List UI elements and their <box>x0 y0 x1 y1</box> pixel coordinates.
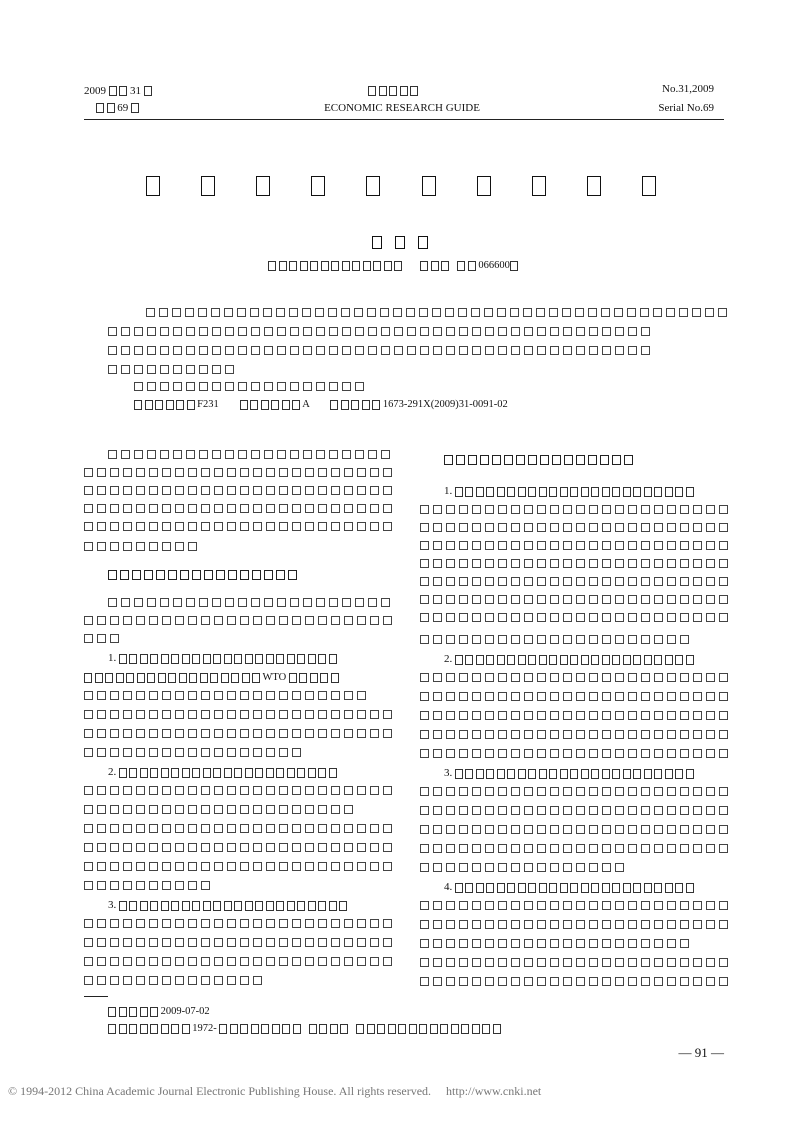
body-line <box>420 594 728 604</box>
keywords-line <box>134 381 364 391</box>
body-line <box>84 541 197 551</box>
body-line <box>420 957 728 967</box>
cjk-glyphs <box>109 86 128 96</box>
body-line <box>420 900 728 910</box>
author-birth-year: 1972- <box>192 1023 217 1034</box>
body-line <box>84 485 392 495</box>
subsection-b3: 3. <box>444 767 694 780</box>
header-left-line2 <box>96 101 139 115</box>
received-date: 2009-07-02 <box>160 1006 210 1017</box>
body-line <box>420 824 728 834</box>
body-line <box>420 558 728 568</box>
body-line <box>420 805 728 815</box>
body-line <box>420 938 689 948</box>
section-heading-2 <box>444 455 633 465</box>
header-serial-no: 69 <box>117 102 129 114</box>
article-id: 1673-291X(2009)31-0091-02 <box>382 399 508 410</box>
body-line <box>84 633 119 643</box>
body-line <box>84 615 392 625</box>
body-line <box>84 842 392 852</box>
body-line <box>420 976 728 986</box>
footnote-received <box>108 1005 210 1018</box>
body-line <box>84 823 392 833</box>
abstract-line <box>108 345 650 355</box>
header-year: 2009 <box>84 85 106 97</box>
header-issue-no: 31 <box>130 85 141 97</box>
body-line <box>108 597 390 607</box>
body-line <box>84 747 301 757</box>
header-serial-en: Serial No.69 <box>658 102 714 114</box>
subsection-a2: 2. <box>108 766 337 779</box>
postcode: 066600 <box>478 260 510 271</box>
body-line <box>420 710 728 720</box>
subsection-b1: 1. <box>444 485 694 498</box>
body-line <box>84 503 392 513</box>
body-line <box>420 919 728 929</box>
abstract-line <box>146 307 727 317</box>
header-journal-name-cn <box>368 84 418 98</box>
copyright-notice <box>8 1084 541 1099</box>
author-affiliation <box>268 259 518 272</box>
body-line <box>84 728 392 738</box>
body-line <box>84 937 392 947</box>
subsection-b4: 4. <box>444 881 694 894</box>
header-left-line1 <box>84 84 152 98</box>
author-name <box>372 236 428 249</box>
body-line <box>84 467 392 477</box>
body-line-wto <box>84 671 339 684</box>
body-line <box>84 956 392 966</box>
body-line <box>420 691 728 701</box>
page-number: — 91 — <box>678 1045 724 1060</box>
doc-code: A <box>302 399 310 410</box>
abstract-line <box>108 326 650 336</box>
article-title <box>146 176 656 196</box>
body-line <box>84 709 392 719</box>
body-line <box>84 880 210 890</box>
body-line <box>84 975 262 985</box>
footnote-rule <box>84 996 108 997</box>
subsection-a1: 1. <box>108 652 337 665</box>
subsection-a3: 3. <box>108 899 347 912</box>
section-heading-1 <box>108 570 297 580</box>
cjk-glyphs <box>131 103 139 113</box>
body-line <box>84 690 366 700</box>
body-line <box>420 522 728 532</box>
cjk-glyphs <box>96 103 115 113</box>
body-line <box>420 576 728 586</box>
body-line <box>84 918 392 928</box>
body-line <box>420 786 728 796</box>
body-line <box>420 729 728 739</box>
body-line <box>420 748 728 758</box>
body-line <box>420 862 624 872</box>
header-issue-en: No.31,2009 <box>662 83 714 95</box>
body-line <box>420 672 728 682</box>
website-link[interactable]: http://www.cnki.net <box>446 1084 542 1098</box>
cjk-glyphs <box>144 86 152 96</box>
subsection-b2: 2. <box>444 653 694 666</box>
body-line <box>420 843 728 853</box>
body-line <box>420 634 689 644</box>
body-line <box>420 504 728 514</box>
header-journal-name-en: ECONOMIC RESEARCH GUIDE <box>324 102 480 114</box>
clc-code: F231 <box>197 399 219 410</box>
body-line <box>84 521 392 531</box>
body-line <box>84 785 392 795</box>
body-line <box>84 861 392 871</box>
footnote-author-bio <box>108 1022 501 1035</box>
body-line <box>108 449 390 459</box>
wto-term: WTO <box>262 672 287 683</box>
body-line <box>84 804 353 814</box>
copyright-text: © 1994-2012 China Academic Journal Electronic Publishing House. All rights reserved. <box>8 1084 432 1098</box>
body-line <box>420 540 728 550</box>
classification-line <box>134 398 508 411</box>
header-rule <box>84 119 724 120</box>
abstract-line <box>108 364 234 374</box>
body-line <box>420 612 728 622</box>
